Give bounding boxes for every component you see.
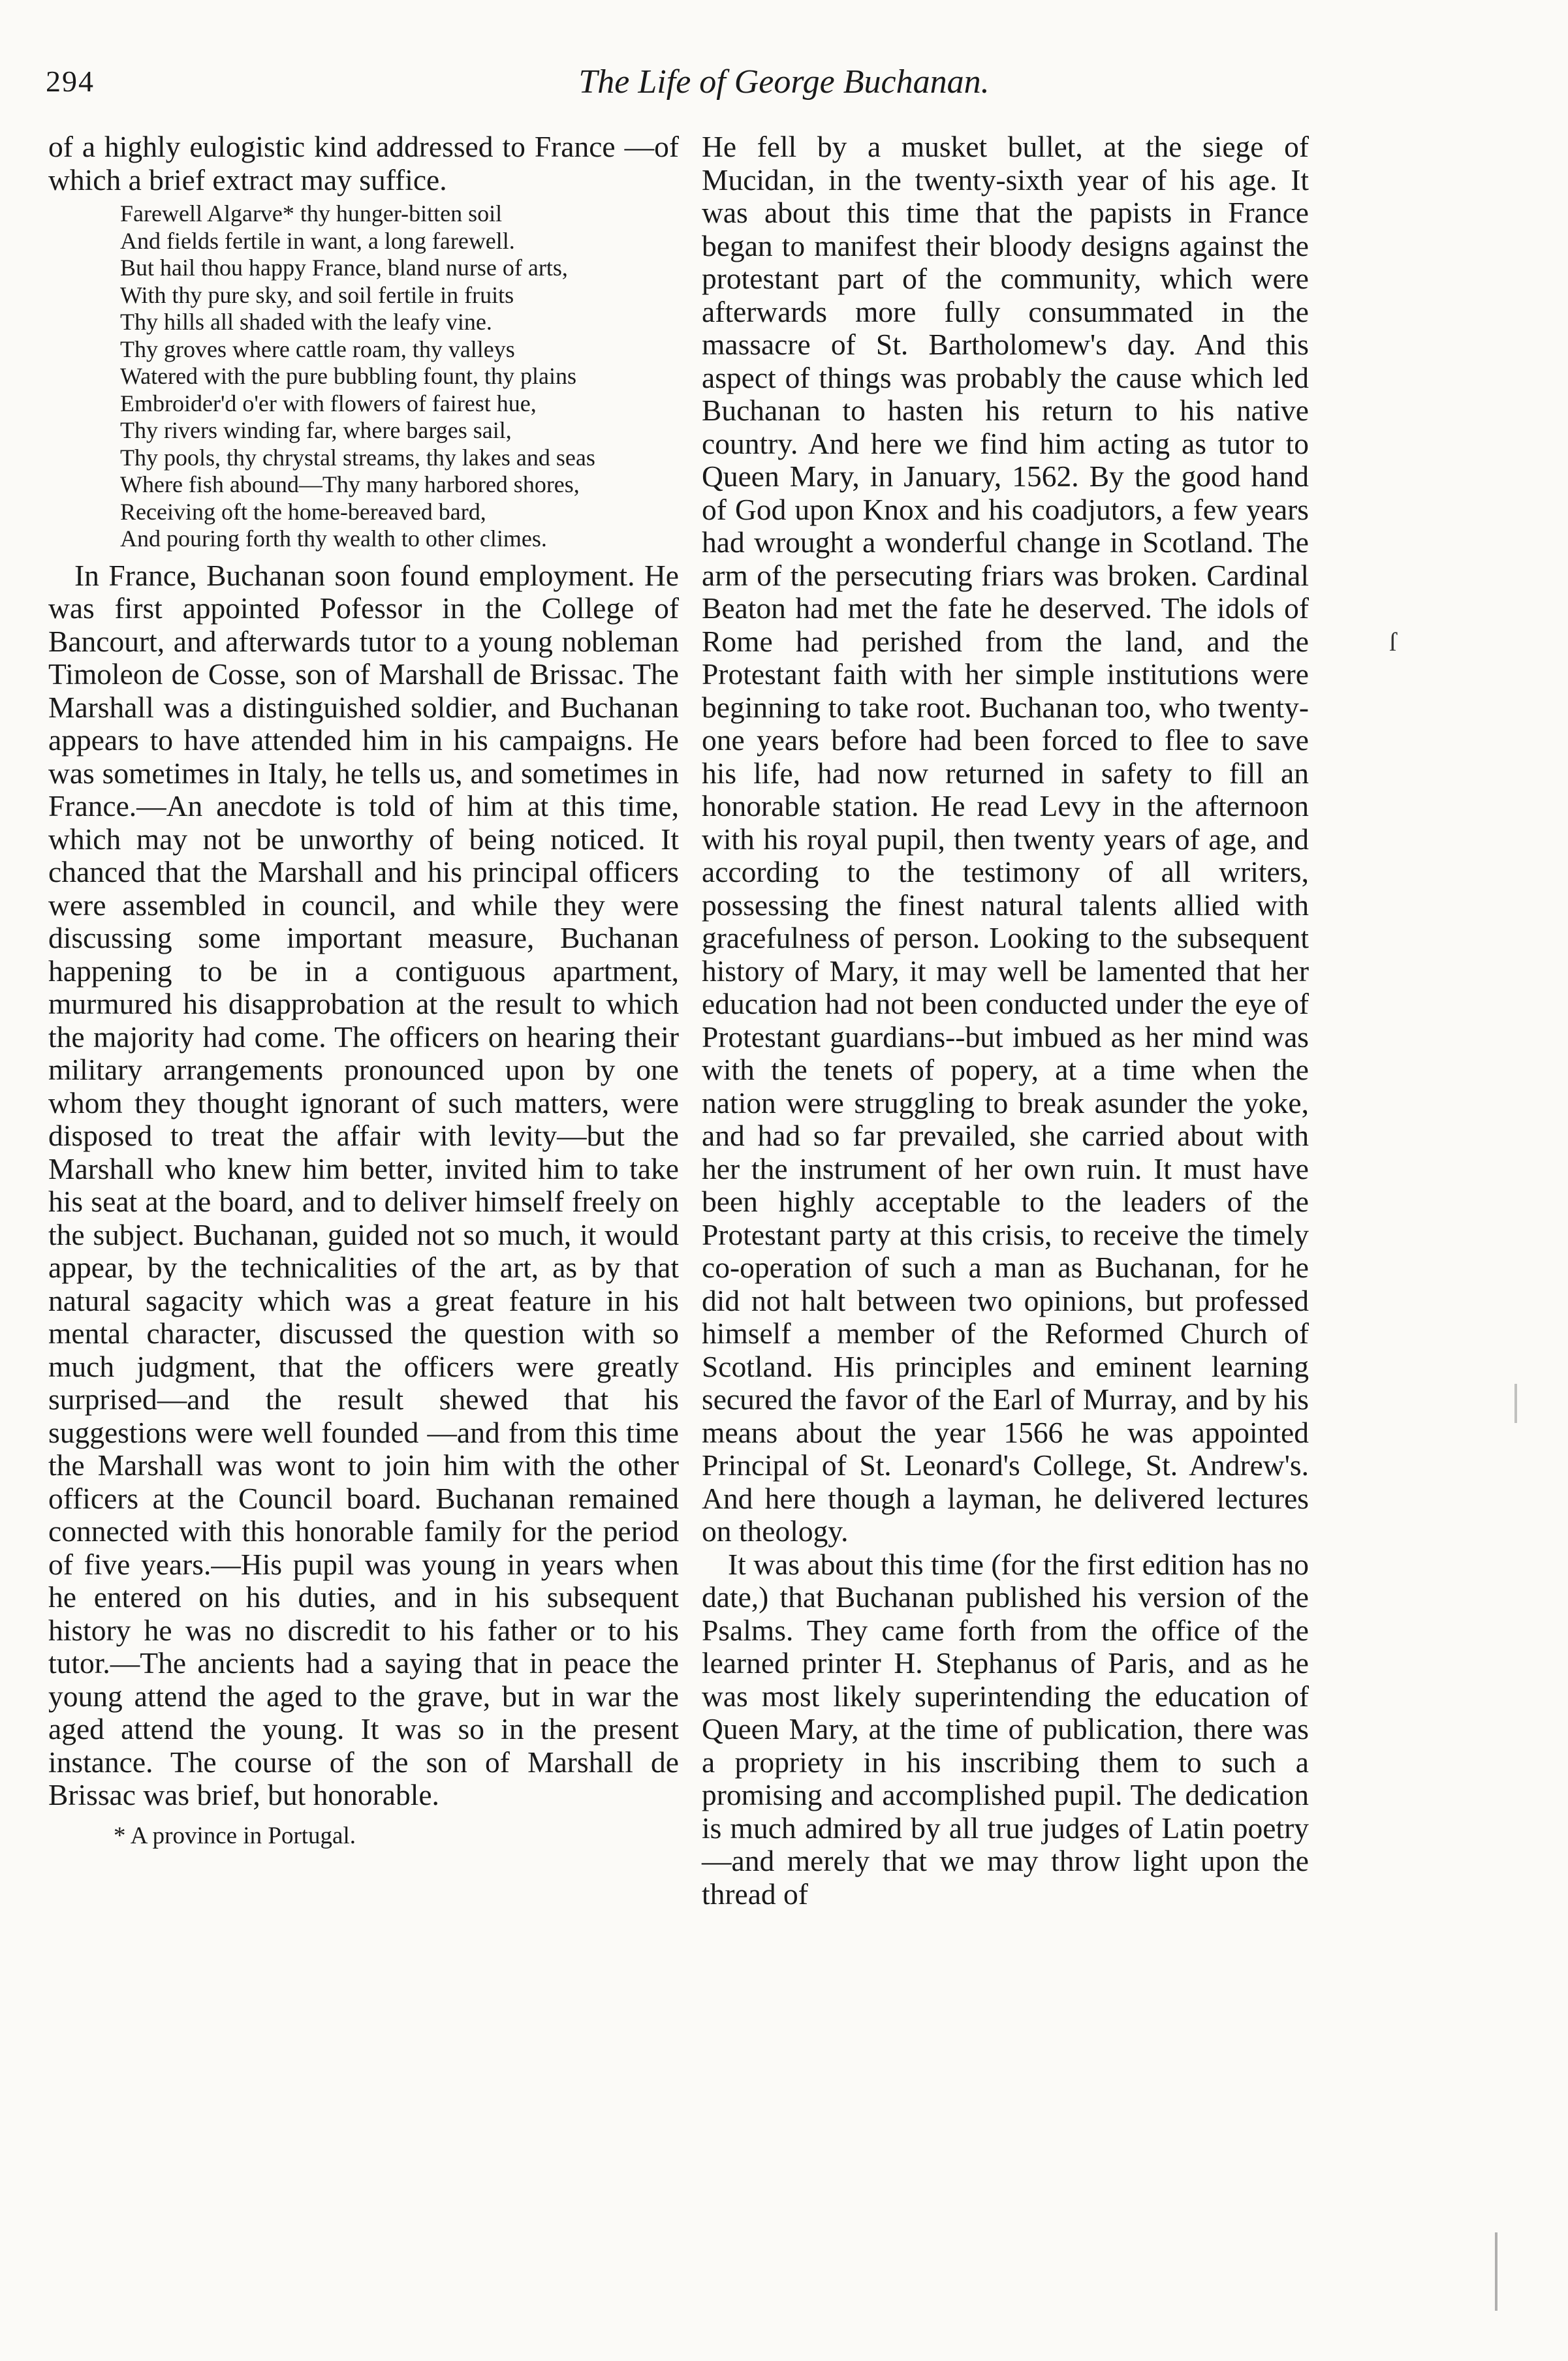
poem-line: Where fish abound—Thy many harbored shores, <box>120 471 580 497</box>
left-column <box>48 131 679 1850</box>
running-head: The Life of George Buchanan. <box>578 63 990 101</box>
poem-line: Receiving oft the home-bereaved bard, <box>120 498 486 525</box>
poem-line: Watered with the pure bubbling fount, thy plains <box>120 363 576 389</box>
right-paragraph-2: It was about this time (for the first edition has no date,) that Buchanan published his version of the Psalms. They came forth from the office of the learned printer H. Stephanus of Paris, and as he was most likely superintending the education of Queen Mary, at the time of publication, there was a propriety in his inscribing them to such a promising and accomplished pupil. The dedication is much admired by all true judges of Latin poetry—and merely that we may throw light upon the thread of <box>702 1547 1309 1911</box>
page-number: 294 <box>46 65 95 98</box>
poem-line: Farewell Algarve* thy hunger-bitten soil <box>120 200 503 227</box>
poem-line: Embroider'd o'er with flowers of fairest hue, <box>120 390 537 416</box>
poem-line: Thy rivers winding far, where barges sail, <box>120 417 512 443</box>
footnote: * A province in Portugal. <box>114 1822 356 1849</box>
poem <box>120 200 679 553</box>
poem-line: And fields fertile in want, a long farewell. <box>120 227 515 254</box>
poem-line: Thy pools, thy chrystal streams, thy lakes and seas <box>120 444 595 471</box>
right-column <box>702 131 1309 1911</box>
opening-text: of a highly eulogistic kind addressed to France —of which a brief extract may suffice. <box>48 130 679 196</box>
poem-line: And pouring forth thy wealth to other climes. <box>120 525 547 552</box>
margin-dots <box>1495 2232 1497 2311</box>
margin-dots <box>1514 1384 1517 1423</box>
poem-line: Thy hills all shaded with the leafy vine. <box>120 309 492 335</box>
poem-line: Thy groves where cattle roam, thy valleys <box>120 336 515 362</box>
margin-speck: ſ <box>1389 627 1397 657</box>
right-paragraph-1: He fell by a musket bullet, at the siege of Mucidan, in the twenty-sixth year of his age. It was about this time that the papists in France began to manifest their bloody designs against the protestant part of the community, which were afterwards more fully consummated in the massacre of St. Bartholomew's day. And this aspect of things was probably the cause which led Buchanan to hasten his return to his native country. And here we find him acting as tutor to Queen Mary, in January, 1562. By the good hand of God upon Knox and his coadjutors, a few years had wrought a wonderful change in Scotland. The arm of the persecuting friars was broken. Cardinal Beaton had met the fate he deserved. The idols of Rome had perished from the land, and the Protestant faith with her simple institutions were beginning to take root. Buchanan too, who twenty-one years before had been forced to flee to save his life, had now returned in safety to fill an honorable station. He read Levy in the afternoon with his royal pupil, then twenty years of age, and according to the testimony of all writers, possessing the finest natural talents allied with gracefulness of person. Looking to the subsequent history of Mary, it may well be lamented that her education had not been conducted under the eye of Protestant guardians--but imbued as her mind was with the tenets of popery, at a time when the nation were struggling to break asunder the yoke, and had so far prevailed, she carried about with her the instrument of her own ruin. It must have been highly acceptable to the leaders of the Protestant party at this crisis, to receive the timely co-operation of such a man as Buchanan, for he did not halt between two opinions, but professed himself a member of the Reformed Church of Scotland. His principles and eminent learning secured the favor of the Earl of Murray, and by his means about the year 1566 he was appointed Principal of St. Leonard's College, St. Andrew's. And here though a layman, he delivered lectures on theology. <box>702 130 1309 1548</box>
poem-line: But hail thou happy France, bland nurse of arts, <box>120 255 568 281</box>
left-paragraph: In France, Buchanan soon found employment. He was first appointed Pofessor in the College of Bancourt, and afterwards tutor to a young nobleman Timoleon de Cosse, son of Marshall de Brissac. The Marshall was a distinguished soldier, and Buchanan appears to have attended him in his campaigns. He was sometimes in Italy, he tells us, and sometimes in France.—An anecdote is told of him at this time, which may not be unworthy of being noticed. It chanced that the Marshall and his principal officers were assembled in council, and while they were discussing some important measure, Buchanan happening to be in a contiguous apartment, murmured his disapprobation at the result to which the majority had come. The officers on hearing their military arrangements pronounced upon by one whom they thought ignorant of such matters, were disposed to treat the affair with levity—but the Marshall who knew him better, invited him to take his seat at the board, and to deliver himself freely on the subject. Buchanan, guided not so much, it would appear, by the technicalities of the art, as by that natural sagacity which was a great feature in his mental character, discussed the question with so much judgment, that the officers were greatly surprised—and the result shewed that his suggestions were well founded —and from this time the Marshall was wont to join him with the other officers at the Council board. Buchanan remained connected with this honorable family for the period of five years.—His pupil was young in years when he entered on his duties, and in his subsequent history he was no discredit to his father or to his tutor.—The ancients had a saying that in peace the young attend the aged to the grave, but in war the aged attend the young. It was so in the present instance. The course of the son of Marshall de Brissac was brief, but honorable. <box>48 558 679 1811</box>
poem-line: With thy pure sky, and soil fertile in fruits <box>120 281 514 308</box>
